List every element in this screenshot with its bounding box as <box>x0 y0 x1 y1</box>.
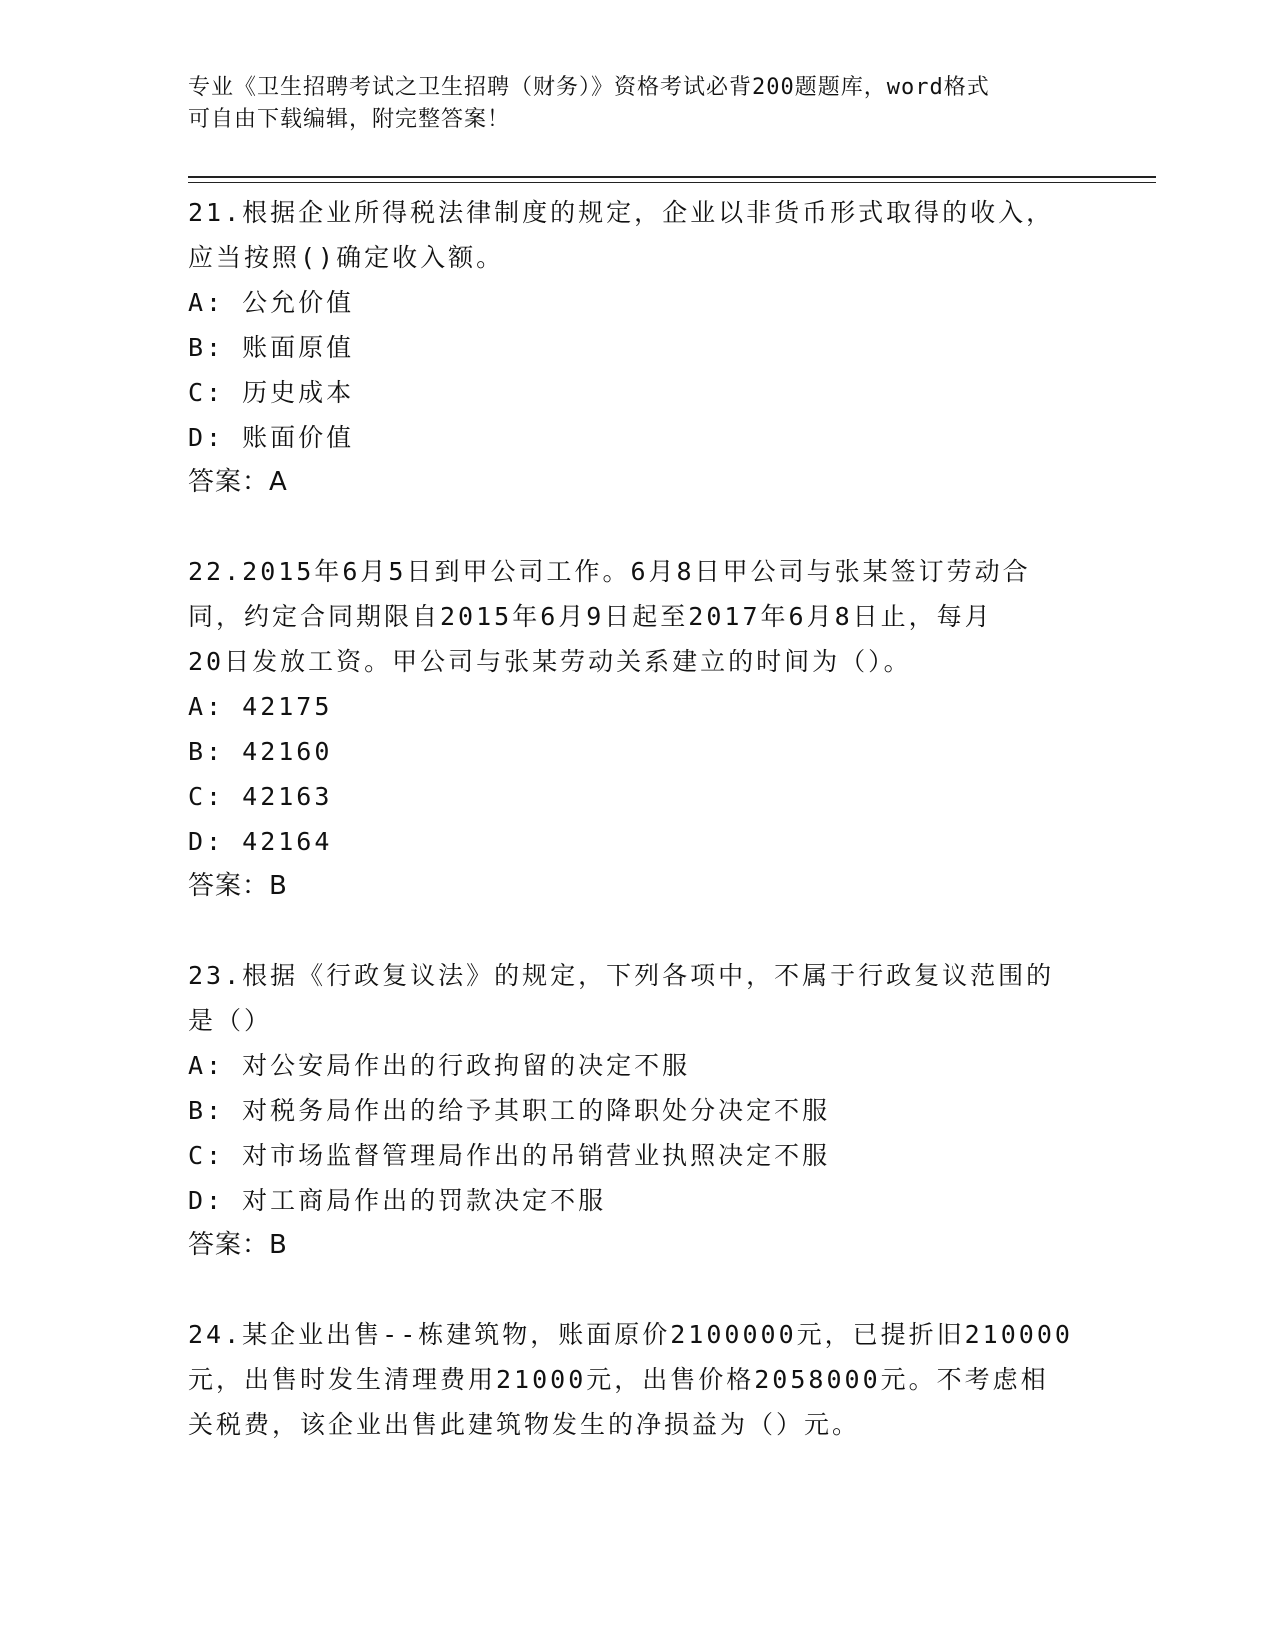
document-header <box>188 72 1088 136</box>
spacer <box>188 1268 1088 1312</box>
option-b: B: 账面原值 <box>188 333 355 362</box>
option-a: A: 42175 <box>188 692 333 721</box>
question-21 <box>188 190 1088 505</box>
question-stem <box>188 953 1088 1043</box>
stem-line: 同，约定合同期限自2015年6月9日起至2017年6月8日止，每月 <box>188 602 993 631</box>
option-d: D: 账面价值 <box>188 423 355 452</box>
question-stem <box>188 549 1088 684</box>
stem-line: 是（） <box>188 1006 273 1035</box>
stem-line: 23.根据《行政复议法》的规定，下列各项中，不属于行政复议范围的 <box>188 961 1055 990</box>
stem-line: 20日发放工资。甲公司与张某劳动关系建立的时间为（）。 <box>188 647 912 676</box>
stem-line: 关税费，该企业出售此建筑物发生的净损益为（）元。 <box>188 1410 861 1439</box>
spacer <box>188 909 1088 953</box>
stem-line: 22.2015年6月5日到甲公司工作。6月8日甲公司与张某签订劳动合 <box>188 557 1031 586</box>
option-a: A: 公允价值 <box>188 288 355 317</box>
option-b: B: 42160 <box>188 737 333 766</box>
question-stem <box>188 1312 1088 1447</box>
option-d: D: 42164 <box>188 827 333 856</box>
stem-line: 21.根据企业所得税法律制度的规定，企业以非货币形式取得的收入， <box>188 198 1055 227</box>
header-line-2: 可自由下载编辑，附完整答案！ <box>188 107 511 132</box>
stem-line: 24.某企业出售--栋建筑物，账面原价2100000元，已提折旧210000 <box>188 1320 1073 1349</box>
option-c: C: 对市场监督管理局作出的吊销营业执照决定不服 <box>188 1141 831 1170</box>
header-divider <box>188 176 1156 178</box>
stem-line: 应当按照()确定收入额。 <box>188 243 505 272</box>
question-stem <box>188 190 1088 280</box>
option-b: B: 对税务局作出的给予其职工的降职处分决定不服 <box>188 1096 831 1125</box>
stem-line: 元，出售时发生清理费用21000元，出售价格2058000元。不考虑相 <box>188 1365 1049 1394</box>
question-22 <box>188 549 1088 909</box>
option-c: C: 42163 <box>188 782 333 811</box>
answer: 答案：B <box>188 1230 288 1260</box>
header-line-1: 专业《卫生招聘考试之卫生招聘（财务）》资格考试必背200题题库，word格式 <box>188 75 990 100</box>
option-d: D: 对工商局作出的罚款决定不服 <box>188 1186 607 1215</box>
option-c: C: 历史成本 <box>188 378 355 407</box>
question-23 <box>188 953 1088 1268</box>
header-divider-thin <box>188 182 1156 183</box>
option-a: A: 对公安局作出的行政拘留的决定不服 <box>188 1051 691 1080</box>
question-24 <box>188 1312 1088 1447</box>
answer: 答案：A <box>188 467 288 497</box>
question-list <box>188 190 1088 1447</box>
answer: 答案：B <box>188 871 288 901</box>
spacer <box>188 505 1088 549</box>
